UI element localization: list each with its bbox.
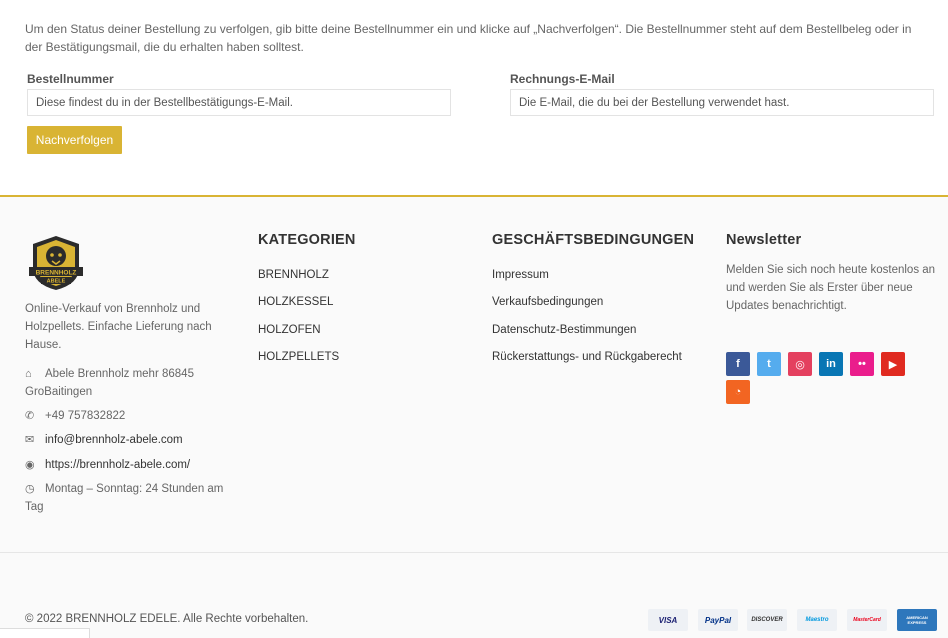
category-link-brennholz[interactable]: BRENNHOLZ [258,269,329,281]
newsletter-text: Melden Sie sich noch heute kostenlos an und werden Sie als Erster über neue Updates benachrichtigt. [726,264,936,312]
discover-icon: DISCOVER [747,609,787,631]
terms-link-datenschutz[interactable]: Datenschutz-Bestimmungen [492,324,637,336]
category-link-holzkessel[interactable]: HOLZKESSEL [258,296,334,308]
email-link[interactable]: info@brennholz-abele.com [45,434,183,446]
footer-divider [0,552,948,553]
facebook-icon[interactable]: f [726,352,750,376]
billing-email-placeholder: Die E-Mail, die du bei der Bestellung verwendet hast. [519,96,790,109]
rss-icon[interactable]: ◔ [726,380,750,404]
instagram-icon[interactable]: ◎ [788,352,812,376]
clock-icon: ◷ [25,483,35,495]
terms-title: GESCHÄFTSBEDINGUNGEN [492,232,695,248]
contact-hours [25,480,235,516]
linkedin-icon[interactable]: in [819,352,843,376]
phone-text: +49 757832822 [45,410,126,422]
contact-address [25,365,235,401]
category-link-holzpellets[interactable]: HOLZPELLETS [258,351,340,363]
visa-icon: VISA [648,609,688,631]
order-number-input[interactable] [27,89,451,116]
hours-text: Montag – Sonntag: 24 Stunden am Tag [25,483,224,513]
globe-icon: ◉ [25,459,35,471]
footer [0,195,948,638]
categories-title: KATEGORIEN [258,232,356,248]
envelope-icon: ✉ [25,434,35,446]
svg-text:BRENNHOLZ: BRENNHOLZ [35,269,77,277]
terms-link-rueckgaberecht[interactable]: Rückerstattungs- und Rückgaberecht [492,351,682,363]
paypal-icon: PayPal [698,609,738,631]
mastercard-icon: MasterCard [847,609,887,631]
tracking-intro-text: Um den Status deiner Bestellung zu verfolgen, gib bitte deine Bestellnummer ein und klicke auf „Nachverfolgen“. Die Bestellnummer steht auf dem Bestellbeleg oder in der Bestätigungsmail, die du erhalten haben solltest. [25,22,912,54]
youtube-icon[interactable]: ▶ [881,352,905,376]
about-text: Online-Verkauf von Brennholz und Holzpellets. Einfache Lieferung nach Hause. [25,303,212,351]
flickr-icon[interactable]: •• [850,352,874,376]
bottom-left-tab [0,628,90,638]
website-link[interactable]: https://brennholz-abele.com/ [45,459,191,471]
home-icon: ⌂ [25,368,32,380]
twitter-icon[interactable]: t [757,352,781,376]
address-text: Abele Brennholz mehr 86845 GroBaitingen [25,368,194,398]
contact-website[interactable] [25,456,235,474]
american-express-icon: AMERICAN EXPRESS [897,609,937,631]
category-link-holzofen[interactable]: HOLZOFEN [258,324,321,336]
phone-icon: ✆ [25,410,35,422]
order-number-label: Bestellnummer [27,72,114,86]
billing-email-label: Rechnungs-E-Mail [510,72,615,86]
contact-phone [25,407,235,425]
terms-link-verkaufsbedingungen[interactable]: Verkaufsbedingungen [492,296,604,308]
brennholz-abele-logo[interactable] [27,234,85,292]
order-tracking-section [0,0,948,196]
track-order-button[interactable]: Nachverfolgen [27,126,122,154]
maestro-icon: Maestro [797,609,837,631]
copyright-text: © 2022 BRENNHOLZ EDELE. Alle Rechte vorbehalten. [25,613,309,625]
contact-email[interactable] [25,431,235,449]
order-number-placeholder: Diese findest du in der Bestellbestätigungs-E-Mail. [36,96,293,109]
svg-text:ABELE: ABELE [46,278,66,285]
newsletter-title: Newsletter [726,232,802,248]
billing-email-input[interactable] [510,89,934,116]
terms-link-impressum[interactable]: Impressum [492,269,549,281]
